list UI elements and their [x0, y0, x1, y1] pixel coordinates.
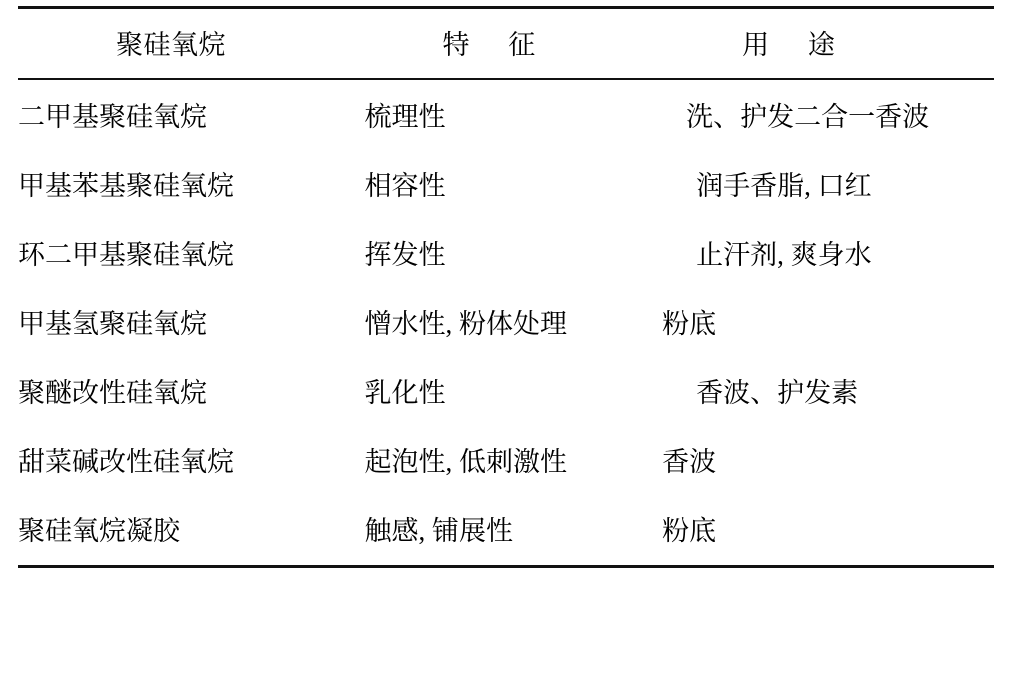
column-header-feature — [364, 8, 662, 80]
table-row — [18, 494, 994, 563]
table-header-row — [18, 8, 994, 80]
cell-silicone-name: 聚硅氧烷凝胶 — [18, 516, 180, 546]
table-row — [18, 149, 994, 218]
cell-use: 香波 — [662, 447, 717, 477]
cell-use: 粉底 — [662, 516, 717, 546]
table-row — [18, 356, 994, 425]
cell-use: 止汗剂, 爽身水 — [696, 240, 872, 270]
cell-use: 洗、护发二合一香波 — [686, 102, 930, 132]
table-body — [18, 79, 994, 563]
cell-use: 润手香脂, 口红 — [696, 171, 872, 201]
column-header-use-label: 用 途 — [742, 30, 851, 60]
cell-feature: 乳化性 — [364, 378, 446, 408]
cell-feature: 梳理性 — [364, 102, 446, 132]
table-header — [18, 8, 994, 80]
cell-silicone-name: 聚醚改性硅氧烷 — [18, 378, 207, 408]
cell-silicone-name: 甲基苯基聚硅氧烷 — [18, 171, 234, 201]
cell-silicone-name: 甲基氢聚硅氧烷 — [18, 309, 207, 339]
cell-silicone-name: 环二甲基聚硅氧烷 — [18, 240, 234, 270]
cell-feature: 憎水性, 粉体处理 — [364, 309, 567, 339]
cell-feature: 挥发性 — [364, 240, 446, 270]
table-row — [18, 218, 994, 287]
table-row — [18, 287, 994, 356]
silicone-properties-table — [18, 6, 994, 563]
cell-feature: 触感, 铺展性 — [364, 516, 513, 546]
cell-feature: 起泡性, 低刺激性 — [364, 447, 567, 477]
cell-feature: 相容性 — [364, 171, 446, 201]
column-header-silicone-label: 聚硅氧烷 — [116, 30, 226, 60]
cell-use: 香波、护发素 — [696, 378, 859, 408]
cell-use: 粉底 — [662, 309, 717, 339]
column-header-silicone — [18, 8, 364, 80]
table-bottom-rule — [18, 565, 994, 568]
cell-silicone-name: 二甲基聚硅氧烷 — [18, 102, 207, 132]
table-row — [18, 425, 994, 494]
table-row — [18, 79, 994, 149]
column-header-feature-label: 特 征 — [442, 30, 552, 60]
cell-silicone-name: 甜菜碱改性硅氧烷 — [18, 447, 234, 477]
column-header-use — [662, 8, 994, 80]
